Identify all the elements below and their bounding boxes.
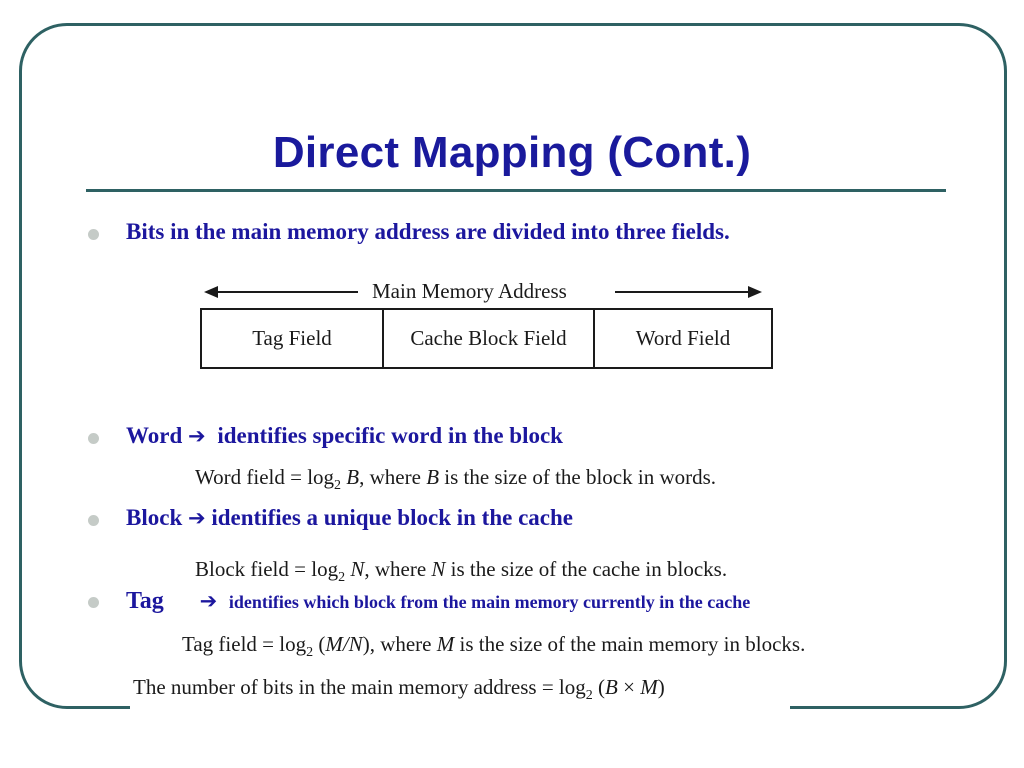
right-arrow-icon: ➔ [199, 589, 218, 613]
formula-var: B [605, 675, 618, 699]
bullet-term: Tag [126, 588, 164, 614]
formula-text: , where [364, 557, 432, 581]
formula-text: is the size of the block in words. [439, 465, 717, 489]
arrow-line-right [615, 291, 751, 293]
right-arrow-icon: ➔ [187, 424, 206, 448]
bullet-dot [88, 515, 99, 526]
bullet-desc: identifies a unique block in the cache [211, 505, 573, 530]
formula-text: Block field = log [195, 557, 339, 581]
bullet-dot [88, 433, 99, 444]
tag-field-formula [182, 632, 805, 661]
tag-field-cell: Tag Field [252, 326, 332, 350]
title-divider [86, 189, 946, 192]
bullet-desc: identifies specific word in the block [217, 423, 563, 448]
formula-text: ( [592, 675, 606, 699]
word-field-formula [195, 465, 716, 494]
formula-text: Word field = log [195, 465, 335, 489]
bullet-dot [88, 597, 99, 608]
main-memory-address-label: Main Memory Address [372, 279, 567, 303]
bullet-tag [126, 588, 750, 615]
word-field-cell: Word Field [593, 310, 771, 367]
formula-text: × [617, 675, 641, 699]
bullet-word [126, 423, 563, 449]
formula-text: The number of bits in the main memory address = log [133, 675, 586, 699]
arrow-right-icon [748, 286, 762, 298]
bullet-block [126, 505, 573, 531]
formula-text: ( [313, 632, 326, 656]
block-field-formula [195, 557, 727, 586]
formula-var: M [436, 632, 455, 656]
bullet-desc: identifies which block from the main memory currently in the cache [228, 592, 751, 612]
bullet-term: Block [126, 505, 183, 530]
formula-var: B [426, 465, 440, 489]
address-fields-table [200, 308, 773, 369]
formula-text: ) [362, 632, 370, 656]
bullet-term: Word [126, 423, 183, 448]
arrow-line-left [216, 291, 358, 293]
formula-var: N [431, 557, 446, 581]
formula-var: B [346, 465, 360, 489]
formula-text: , where [369, 632, 437, 656]
formula-subscript: 2 [306, 645, 314, 661]
formula-text: is the size of the main memory in blocks. [454, 632, 806, 656]
formula-var: M [640, 675, 658, 699]
cache-block-field-cell: Cache Block Field [382, 310, 593, 367]
bullet-dot [88, 229, 99, 240]
formula-text: Tag field = log [182, 632, 307, 656]
formula-var: M/N [325, 632, 363, 656]
total-bits-formula [133, 675, 665, 704]
formula-subscript: 2 [338, 570, 346, 586]
bullet-fields-intro: Bits in the main memory address are divided into three fields. [126, 219, 730, 244]
formula-text: , where [359, 465, 427, 489]
formula-subscript: 2 [585, 688, 593, 704]
formula-subscript: 2 [334, 478, 342, 494]
formula-var: N [350, 557, 365, 581]
formula-text: is the size of the cache in blocks. [445, 557, 728, 581]
formula-text: ) [657, 675, 665, 699]
right-arrow-icon: ➔ [187, 506, 206, 530]
slide-title: Direct Mapping (Cont.) [272, 128, 752, 177]
